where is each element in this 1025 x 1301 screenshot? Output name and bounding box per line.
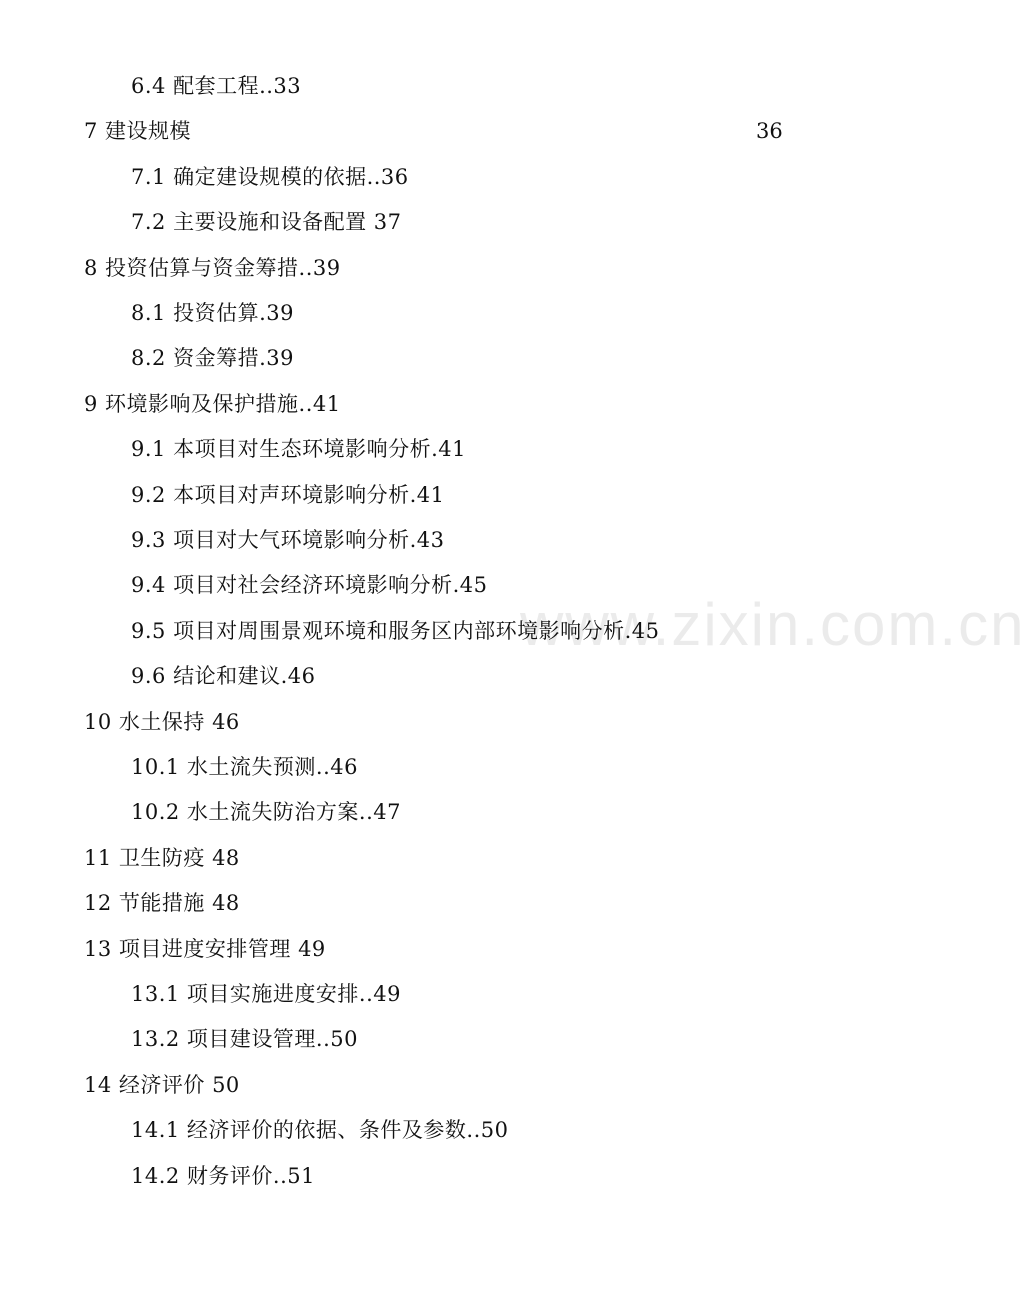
toc-section-entry: 14.2 财务评价..51: [131, 1164, 316, 1188]
toc-section-entry: 10.1 水土流失预测..46: [131, 755, 359, 779]
toc-section-entry: 9.5 项目对周围景观环境和服务区内部环境影响分析.45: [131, 619, 660, 643]
watermark: www.zixin.com.cn: [520, 591, 1025, 658]
toc-chapter-entry: 12 节能措施 48: [84, 891, 240, 915]
toc-section-entry: 13.2 项目建设管理..50: [131, 1027, 359, 1051]
toc-section-entry: 14.1 经济评价的依据、条件及参数..50: [131, 1118, 509, 1142]
toc-section-entry: 9.2 本项目对声环境影响分析.41: [131, 483, 445, 507]
toc-chapter-entry: 11 卫生防疫 48: [84, 846, 240, 870]
toc-section-entry: 13.1 项目实施进度安排..49: [131, 982, 402, 1006]
toc-section-entry: 8.2 资金筹措.39: [131, 346, 294, 370]
toc-chapter-entry: 14 经济评价 50: [84, 1073, 240, 1097]
toc-chapter-entry: 7 建设规模: [84, 119, 192, 143]
toc-section-entry: 9.1 本项目对生态环境影响分析.41: [131, 437, 466, 461]
toc-section-entry: 10.2 水土流失防治方案..47: [131, 800, 402, 824]
toc-section-entry: 6.4 配套工程..33: [131, 74, 302, 98]
toc-section-entry: 8.1 投资估算.39: [131, 301, 294, 325]
toc-page-number: 36: [756, 119, 783, 143]
toc-section-entry: 7.1 确定建设规模的依据..36: [131, 165, 409, 189]
toc-chapter-entry: 9 环境影响及保护措施..41: [84, 392, 341, 416]
toc-chapter-entry: 8 投资估算与资金筹措..39: [84, 256, 341, 280]
toc-chapter-entry: 10 水土保持 46: [84, 710, 240, 734]
toc-section-entry: 9.3 项目对大气环境影响分析.43: [131, 528, 445, 552]
toc-section-entry: 7.2 主要设施和设备配置 37: [131, 210, 402, 234]
toc-section-entry: 9.6 结论和建议.46: [131, 664, 316, 688]
toc-chapter-entry: 13 项目进度安排管理 49: [84, 937, 326, 961]
toc-section-entry: 9.4 项目对社会经济环境影响分析.45: [131, 573, 488, 597]
